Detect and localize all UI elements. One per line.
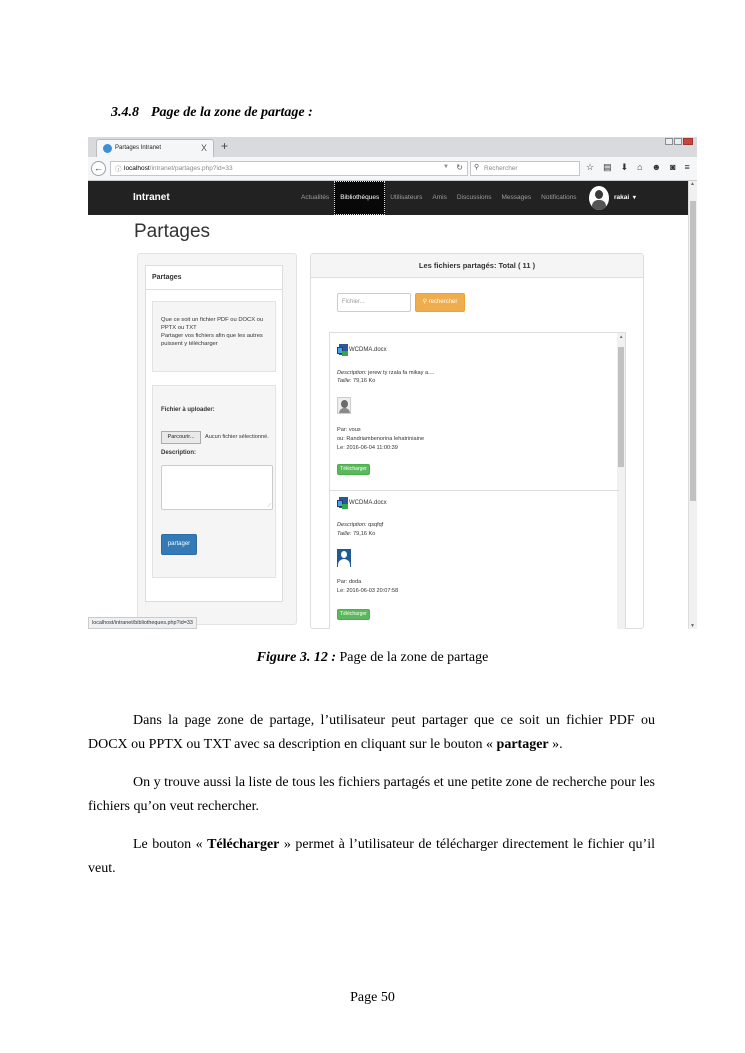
shared-files-panel	[310, 253, 644, 629]
section-number: 3.4.8	[111, 105, 139, 120]
search-button-label: rechercher	[428, 299, 458, 305]
page-title: Partages	[134, 221, 211, 242]
close-window-icon[interactable]	[683, 138, 693, 145]
description-field[interactable]	[161, 465, 273, 510]
info-icon[interactable]: ⓘ	[115, 166, 122, 173]
file-name-text: WCDMA.docx	[349, 347, 387, 353]
caret-down-icon: ▾	[631, 195, 636, 201]
url-path: /intranet/partages.php?id=33	[149, 165, 233, 172]
description-label: Description:	[161, 450, 197, 456]
uploader-avatar	[337, 397, 351, 414]
browse-button[interactable]: Parcourir...	[161, 431, 201, 444]
status-url: localhost/intranet/bibliotheques.php?id=33	[88, 617, 197, 629]
list-item	[330, 491, 619, 629]
uploader-by: Par: doda	[337, 579, 362, 585]
brand[interactable]: Intranet	[133, 192, 170, 203]
upload-form	[152, 385, 276, 578]
toolbar-icons	[586, 162, 690, 173]
search-button[interactable]	[415, 293, 465, 312]
uploader-name: ou: Randriambenorina lehatriniaine	[337, 436, 425, 442]
new-tab-icon[interactable]: +	[221, 139, 229, 153]
upload-date: Le: 2016-06-03 20:07:58	[337, 588, 399, 594]
p1-text-before: Dans la page zone de partage, l’utilisateur peut partager que ce soit un fichier PDF ou DOCX ou PPTX ou TXT avec sa description en cliquant sur le bouton «	[88, 713, 655, 752]
file-label: Fichier à uploader:	[161, 407, 215, 413]
browser-search-placeholder: Rechercher	[484, 165, 518, 172]
file-list[interactable]	[329, 332, 626, 629]
emoji-icon[interactable]: ☻	[651, 162, 662, 172]
word-document-icon	[337, 344, 348, 356]
section-heading	[111, 105, 313, 121]
search-icon: ⚲	[474, 164, 480, 171]
nav-item-utilisateurs[interactable]: Utilisateurs	[390, 194, 423, 201]
main-menu	[296, 181, 582, 215]
paragraph-1	[88, 709, 655, 757]
browser-search-input[interactable]	[470, 161, 580, 176]
scroll-thumb[interactable]	[690, 201, 696, 501]
clipboard-icon[interactable]: ▤	[603, 162, 612, 172]
maximize-icon[interactable]	[674, 138, 682, 145]
info-line: PPTX ou TXT	[161, 325, 197, 331]
hamburger-menu-icon[interactable]: ≡	[684, 162, 690, 172]
page-scrollbar[interactable]	[688, 181, 697, 629]
figure-text: Page de la zone de partage	[335, 650, 489, 665]
scroll-up-icon[interactable]: ▲	[619, 334, 624, 339]
upload-date: Le: 2016-06-04 11:00:39	[337, 445, 398, 451]
download-icon[interactable]: ⬇	[620, 162, 629, 172]
browser-tab[interactable]	[96, 139, 214, 157]
home-icon[interactable]: ⌂	[637, 162, 643, 172]
p1-bold: partager	[496, 737, 549, 752]
size-key: Taille:	[337, 378, 352, 384]
info-line: Partager vos fichiers afin que les autres	[161, 333, 263, 339]
size-value: 79,16 Ko	[352, 531, 376, 537]
size-key: Taille:	[337, 531, 352, 537]
file-search-placeholder: Fichier...	[342, 299, 365, 305]
info-line: puissent y télécharger	[161, 341, 218, 347]
word-document-icon	[337, 497, 348, 509]
file-size	[337, 378, 375, 384]
avatar[interactable]	[589, 186, 609, 210]
browser-tabstrip	[88, 137, 697, 157]
description-key: Description:	[337, 370, 367, 376]
tab-close-icon[interactable]: X	[200, 143, 207, 153]
upload-panel	[137, 253, 297, 625]
shared-files-heading: Les fichiers partagés: Total ( 11 )	[311, 254, 643, 278]
star-icon[interactable]: ☆	[586, 162, 595, 172]
nav-item-discussions[interactable]: Discussions	[456, 194, 492, 201]
favicon-icon	[103, 144, 112, 153]
description-value: qsqfqf	[368, 522, 384, 528]
download-button[interactable]: Télécharger	[337, 464, 370, 475]
file-search-input[interactable]	[337, 293, 411, 312]
upload-heading: Partages	[146, 266, 282, 290]
chevron-down-icon[interactable]: ▼	[443, 164, 449, 170]
pocket-icon[interactable]: ◙	[670, 162, 676, 172]
description-value: jerew ty rzala fa mikay a....	[368, 370, 435, 376]
nav-item-amis[interactable]: Amis	[432, 194, 447, 201]
resize-grip-icon[interactable]: ⟋	[267, 503, 271, 509]
file-name-text: WCDMA.docx	[349, 500, 387, 506]
paragraph-2: On y trouve aussi la liste de tous les fichiers partagés et une petite zone de recherche pour les fichiers qu’on veut rechercher.	[88, 775, 655, 814]
user-name: rakai	[614, 194, 630, 201]
file-name[interactable]	[337, 344, 387, 356]
file-name[interactable]	[337, 497, 387, 509]
nav-item-notifications[interactable]: Notifications	[541, 194, 577, 201]
nav-item-bibliotheques[interactable]: Bibliothèques	[334, 181, 385, 215]
p3-bold: Télécharger	[207, 837, 280, 852]
file-size	[337, 531, 375, 537]
upload-box	[145, 265, 283, 602]
p3-text-after: » permet à l’utilisateur de télécharger directement le fichier qu’il veut.	[88, 837, 655, 876]
user-menu[interactable]	[614, 194, 636, 201]
search-icon: ⚲	[422, 299, 429, 305]
size-value: 79,16 Ko	[352, 378, 376, 384]
paragraph-3	[88, 833, 655, 881]
p3-text-before: Le bouton «	[133, 837, 208, 852]
app-navbar	[88, 181, 688, 215]
figure-label: Figure 3. 12 :	[256, 650, 336, 665]
upload-info	[152, 301, 276, 372]
no-file-text: Aucun fichier sélectionné.	[205, 434, 269, 440]
download-button[interactable]: Télécharger	[337, 609, 370, 620]
window-controls	[665, 138, 693, 145]
reload-icon[interactable]: ↻	[456, 163, 463, 172]
page-number: Page 50	[350, 990, 395, 1005]
url-text	[124, 165, 233, 172]
scroll-down-icon[interactable]: ▼	[690, 623, 695, 629]
url-bar[interactable]	[110, 161, 468, 176]
section-title: Page de la zone de partage :	[151, 105, 313, 120]
info-line: Que ce soit un fichier PDF ou DOCX ou	[161, 317, 264, 323]
nav-item-actualites[interactable]: Actualités	[301, 194, 330, 201]
description-key: Description:	[337, 522, 367, 528]
nav-item-messages[interactable]: Messages	[501, 194, 532, 201]
uploader-avatar	[337, 549, 351, 567]
scroll-up-icon[interactable]: ▲	[690, 181, 695, 187]
share-button[interactable]: partager	[161, 534, 197, 555]
minimize-icon[interactable]	[665, 138, 673, 145]
back-icon[interactable]: ←	[91, 161, 106, 176]
file-description	[337, 522, 383, 528]
list-item	[330, 333, 619, 491]
url-host: localhost	[124, 165, 150, 172]
figure-caption	[0, 650, 745, 666]
tab-title: Partages Intranet	[115, 145, 162, 151]
p1-text-after: ».	[548, 737, 563, 752]
browser-toolbar	[88, 157, 697, 181]
file-description	[337, 370, 434, 376]
uploader-by: Par: vous	[337, 427, 361, 433]
screenshot-figure	[88, 137, 697, 629]
